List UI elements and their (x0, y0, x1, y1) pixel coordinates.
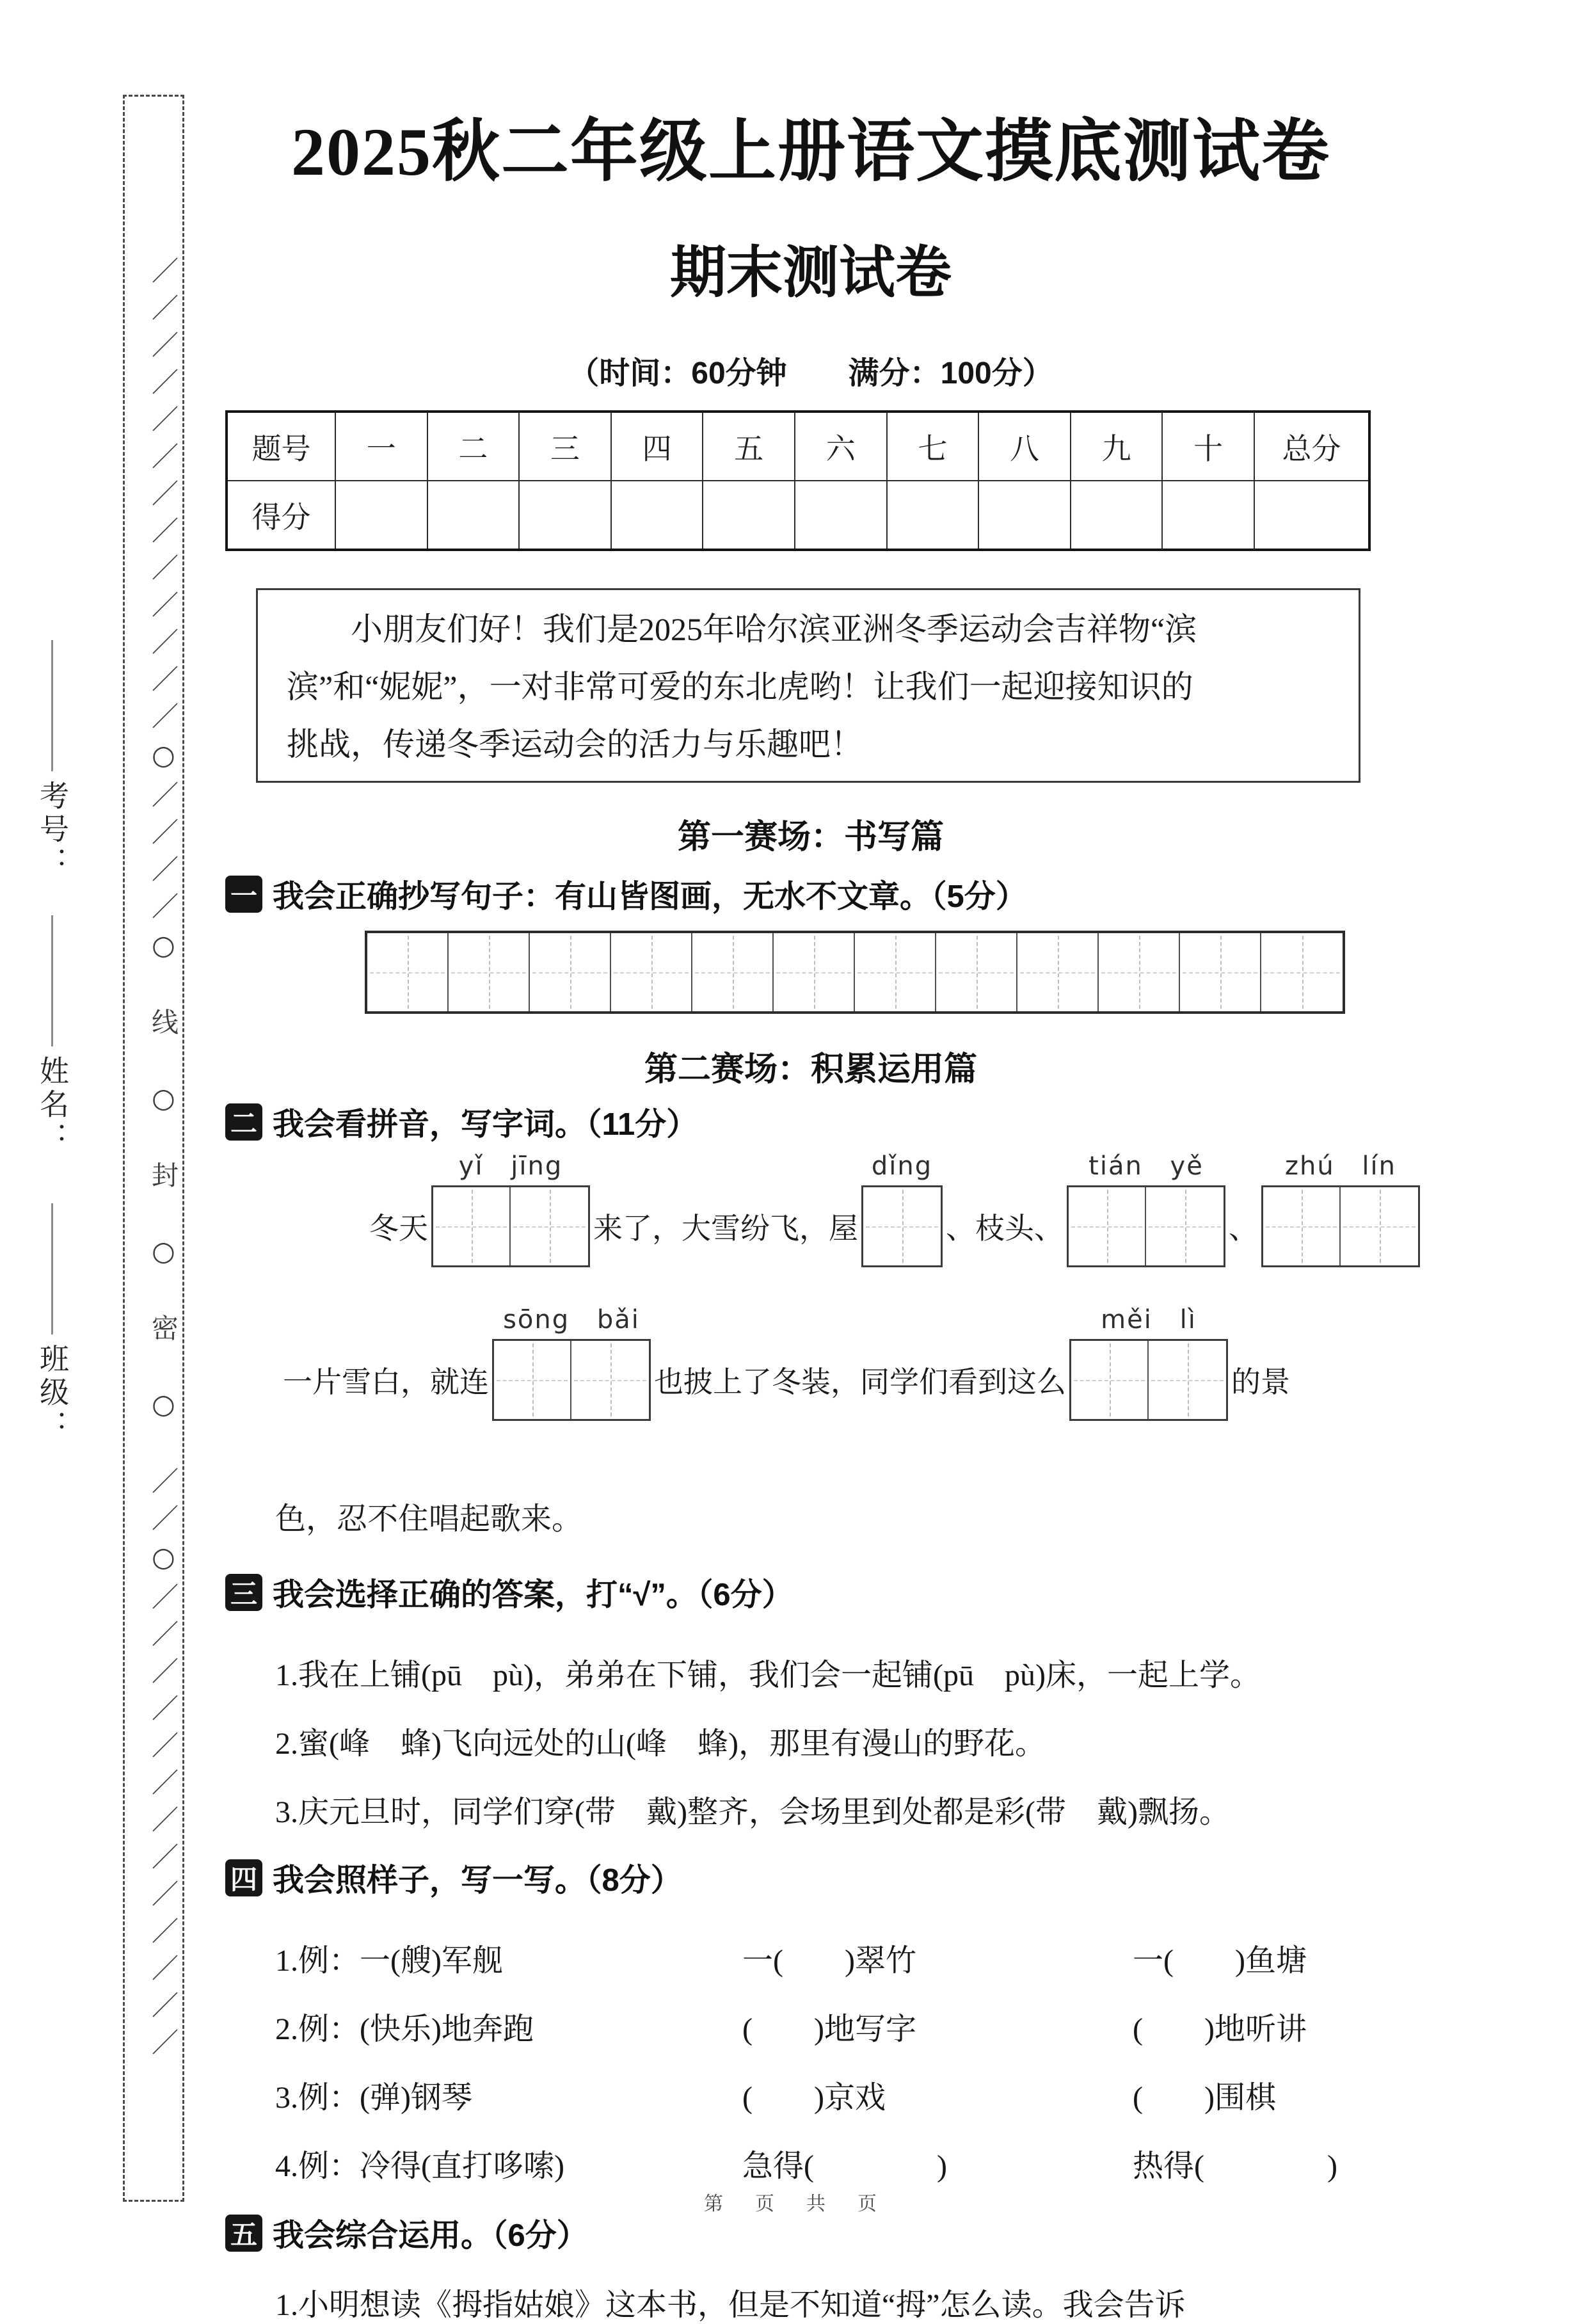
score-entry-cell[interactable] (519, 481, 611, 550)
answer-box-yijing (431, 1151, 590, 1267)
question-3-header (225, 1570, 1396, 1615)
score-header-cell: 七 (887, 412, 979, 481)
writing-cell[interactable] (511, 1187, 588, 1265)
writing-cell[interactable] (1149, 1341, 1226, 1419)
writing-cell[interactable] (1341, 1187, 1418, 1265)
intro-line: 挑战，传递冬季运动会的活力与乐趣吧！ (287, 726, 863, 762)
writing-cell[interactable] (1261, 933, 1343, 1011)
answer-box-songbai (492, 1305, 651, 1421)
class-label: 班级： (36, 1343, 68, 1443)
score-table-value-row (227, 481, 1369, 550)
score-header-cell: 二 (427, 412, 520, 481)
writing-cell[interactable] (1069, 1187, 1146, 1265)
blank-phrase[interactable]: ( )地写字 (742, 2012, 916, 2046)
writing-cell[interactable] (692, 933, 774, 1011)
score-entry-cell[interactable] (978, 481, 1071, 550)
pinyin-line-2 (225, 1305, 1396, 1421)
writing-cell[interactable] (1071, 1341, 1149, 1419)
question-4-title: 我会照样子，写一写。（8分） (273, 1863, 682, 1898)
writing-cell[interactable] (433, 1187, 511, 1265)
pinyin-label: zhú lín (1285, 1151, 1396, 1181)
blank-phrase[interactable]: 一( )鱼塘 (1133, 1944, 1307, 1978)
score-header-cell: 九 (1071, 412, 1163, 481)
intro-box (256, 588, 1360, 783)
score-header-cell: 一 (335, 412, 427, 481)
question-1-header (225, 872, 1396, 917)
writing-cell[interactable] (494, 1341, 571, 1419)
pinyin-label: dǐng (871, 1151, 933, 1181)
sentence-text: 、枝头、 (946, 1212, 1064, 1245)
example-phrase: 1.例：一(艘)军舰 (275, 1944, 503, 1978)
student-name-label: 姓名： (36, 1055, 68, 1155)
question-3-item: 2.蜜(峰 蜂)飞向远处的山(峰 蜂)，那里有漫山的野花。 (275, 1727, 1046, 1761)
score-header-cell: 六 (795, 412, 887, 481)
exam-number-fill-line[interactable] (51, 640, 53, 771)
sentence-text: 来了，大雪纷飞，屋 (593, 1212, 858, 1245)
question-2-header (225, 1100, 1396, 1144)
writing-cell[interactable] (571, 1341, 649, 1419)
section-heading-writing: 第一赛场：书写篇 (677, 819, 944, 856)
score-header-cell: 八 (978, 412, 1071, 481)
exam-number-field (23, 640, 81, 880)
score-entry-cell[interactable] (1162, 481, 1254, 550)
student-name-fill-line[interactable] (51, 915, 53, 1046)
question-4-item (225, 2072, 1396, 2117)
writing-cell[interactable] (530, 933, 611, 1011)
blank-phrase[interactable]: ( )京戏 (742, 2081, 886, 2115)
question-4-item (225, 2004, 1396, 2048)
sentence-text: 一片雪白，就连 (283, 1366, 489, 1398)
question-5-item: 1.小明想读《拇指姑娘》这本书，但是不知道“拇”怎么读。我会告诉 (275, 2288, 1186, 2322)
sentence-text: 的景 (1231, 1366, 1290, 1398)
question-1-number-badge: 一 (225, 876, 262, 913)
sentence-text: 冬天 (369, 1212, 428, 1245)
answer-box-zhulin (1261, 1151, 1420, 1267)
seal-line-text: ／／／／／／／／／／／／／○／／／／○ 线 ○ 封 ○ 密 ○ ／／○／／／／／／／／／／／／／ (148, 257, 179, 2065)
blank-phrase[interactable]: 一( )翠竹 (742, 1944, 916, 1978)
class-field (23, 1203, 81, 1443)
score-entry-cell[interactable] (611, 481, 703, 550)
writing-cell[interactable] (1017, 933, 1099, 1011)
writing-cell[interactable] (1099, 933, 1180, 1011)
score-row-label: 得分 (227, 481, 335, 550)
writing-cell[interactable] (774, 933, 855, 1011)
score-header-cell: 三 (519, 412, 611, 481)
example-phrase: 3.例：(弹)钢琴 (275, 2081, 472, 2115)
pinyin-label: sōng bǎi (503, 1305, 640, 1334)
pinyin-label: yǐ jīng (458, 1151, 563, 1181)
writing-cell[interactable] (611, 933, 692, 1011)
score-header-cell: 总分 (1254, 412, 1369, 481)
question-5-number-badge: 五 (225, 2215, 262, 2252)
score-entry-cell[interactable] (703, 481, 795, 550)
question-3-number-badge: 三 (225, 1574, 262, 1611)
writing-cell[interactable] (449, 933, 530, 1011)
score-header-cell: 五 (703, 412, 795, 481)
score-table (225, 410, 1371, 551)
score-entry-cell[interactable] (1254, 481, 1369, 550)
question-4-header (225, 1855, 1396, 1900)
sentence-continuation: 色，忍不住唱起歌来。 (275, 1502, 583, 1536)
score-entry-cell[interactable] (427, 481, 520, 550)
exam-paper (225, 0, 1396, 2324)
question-2-title: 我会看拼音，写字词。（11分） (273, 1107, 698, 1142)
answer-box-meili (1069, 1305, 1228, 1421)
paper-subtitle-title: 期末测试卷 (669, 243, 952, 305)
writing-cell[interactable] (855, 933, 936, 1011)
seal-line-strip (123, 95, 184, 2202)
question-3-item: 3.庆元旦时，同学们穿(带 戴)整齐，会场里到处都是彩(带 戴)飘扬。 (275, 1795, 1230, 1829)
score-header-cell: 题号 (227, 412, 335, 481)
writing-cell[interactable] (936, 933, 1017, 1011)
pinyin-line-1 (225, 1151, 1396, 1267)
page-number-footer: 第 页 共 页 (704, 2193, 883, 2215)
writing-cell[interactable] (1146, 1187, 1224, 1265)
sentence-text: 也披上了冬装，同学们看到这么 (654, 1366, 1066, 1398)
score-entry-cell[interactable] (1071, 481, 1163, 550)
question-2-number-badge: 二 (225, 1103, 262, 1141)
example-phrase: 2.例：(快乐)地奔跑 (275, 2012, 534, 2046)
score-header-cell: 十 (1162, 412, 1254, 481)
copy-sentence-grid (365, 931, 1345, 1014)
blank-phrase[interactable]: 热得( ) (1133, 2149, 1337, 2183)
question-3-item: 1.我在上铺(pū pù)，弟弟在下铺，我们会一起铺(pū pù)床，一起上学。 (275, 1658, 1261, 1692)
question-4-item (225, 1935, 1396, 1980)
score-entry-cell[interactable] (335, 481, 427, 550)
answer-box-ding (861, 1151, 943, 1267)
section-heading-accumulation: 第二赛场：积累运用篇 (644, 1051, 977, 1088)
example-phrase: 4.例：冷得(直打哆嗦) (275, 2149, 564, 2183)
blank-phrase[interactable]: 急得( ) (742, 2149, 947, 2183)
pinyin-label: měi lì (1101, 1305, 1197, 1334)
question-4-item (225, 2141, 1396, 2185)
writing-cell[interactable] (367, 933, 449, 1011)
writing-cell[interactable] (1180, 933, 1261, 1011)
exam-number-label: 考号： (36, 780, 68, 880)
class-fill-line[interactable] (51, 1203, 53, 1334)
intro-line: 小朋友们好！我们是2025年哈尔滨亚洲冬季运动会吉祥物“滨 (351, 611, 1197, 647)
answer-box-tianye (1067, 1151, 1225, 1267)
blank-phrase[interactable]: ( )地听讲 (1133, 2012, 1307, 2046)
sentence-text: 、 (1229, 1212, 1258, 1245)
question-1-title: 我会正确抄写句子：有山皆图画，无水不文章。（5分） (273, 879, 1027, 914)
question-3-title: 我会选择正确的答案，打“√”。（6分） (273, 1578, 794, 1612)
pinyin-label: tián yě (1089, 1151, 1204, 1181)
score-table-header-row (227, 412, 1369, 481)
intro-line: 滨”和“妮妮”，一对非常可爱的东北虎哟！让我们一起迎接知识的 (287, 669, 1193, 705)
question-5-header (225, 2211, 1396, 2256)
score-entry-cell[interactable] (795, 481, 887, 550)
question-4-number-badge: 四 (225, 1859, 262, 1896)
paper-title: 2025秋二年级上册语文摸底测试卷 (291, 115, 1330, 189)
writing-cell[interactable] (1263, 1187, 1341, 1265)
blank-phrase[interactable]: ( )围棋 (1133, 2081, 1276, 2115)
time-score-line: （时间：60分钟 满分：100分） (568, 357, 1053, 390)
student-name-field (23, 915, 81, 1155)
score-entry-cell[interactable] (887, 481, 979, 550)
writing-cell[interactable] (863, 1187, 941, 1265)
score-header-cell: 四 (611, 412, 703, 481)
question-5-title: 我会综合运用。（6分） (273, 2218, 588, 2253)
